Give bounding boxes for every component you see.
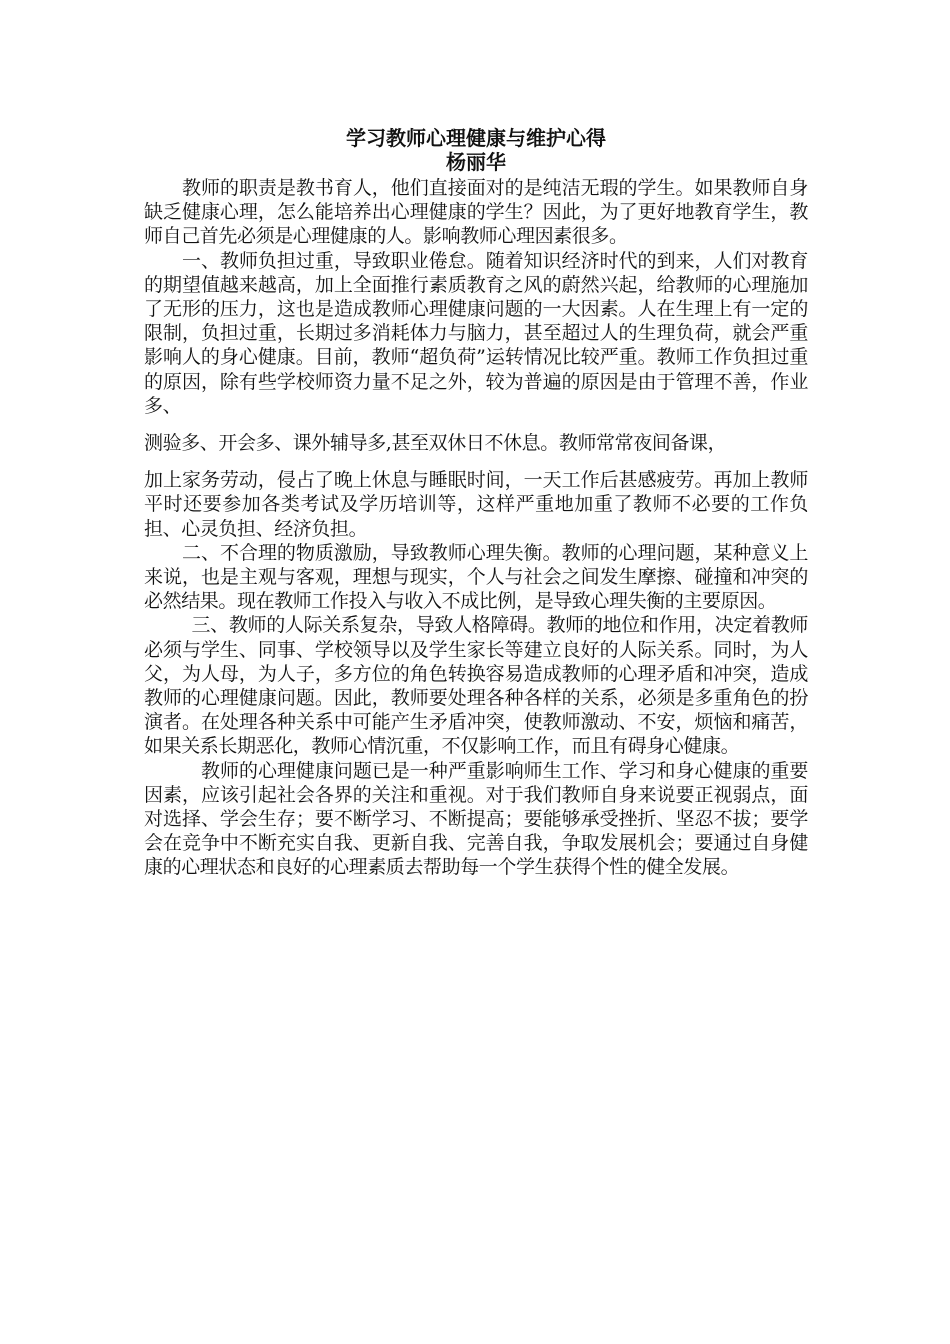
author-name: 杨丽华 <box>446 150 506 174</box>
document-body <box>144 126 808 880</box>
paragraph-point-two: 二、不合理的物质激励，导致教师心理失衡。教师的心理问题，某种意义上来说，也是主观与客观，理想与现实，个人与社会之间发生摩擦、碰撞和冲突的必然结果。现在教师工作投入与收入不成比例，是导致心理失衡的主要原因。 <box>144 541 808 613</box>
document-title: 学习教师心理健康与维护心得 <box>346 126 606 150</box>
paragraph-conclusion: 教师的心理健康问题已是一种严重影响师生工作、学习和身心健康的重要因素，应该引起社会各界的关注和重视。对于我们教师自身来说要正视弱点，面对选择、学会生存；要不断学习、不断提高；要能够承受挫折、坚忍不拔；要学会在竞争中不断充实自我、更新自我、完善自我，争取发展机会；要通过自身健康的心理状态和良好的心理素质去帮助每一个学生获得个性的健全发展。 <box>144 759 808 879</box>
spacing <box>144 455 808 468</box>
paragraph-point-three: 三、教师的人际关系复杂，导致人格障碍。教师的地位和作用，决定着教师必须与学生、同事、学校领导以及学生家长等建立良好的人际关系。同时，为人父，为人母，为人子，多方位的角色转换容易造成教师的心理矛盾和冲突，造成教师的心理健康问题。因此，教师要处理各种各样的关系，必须是多重角色的扮演者。在处理各种关系中可能产生矛盾冲突，使教师激动、不安，烦恼和痛苦，如果关系长期恶化，教师心情沉重，不仅影响工作，而且有碍身心健康。 <box>144 614 808 758</box>
paragraph-intro: 教师的职责是教书育人，他们直接面对的是纯洁无瑕的学生。如果教师自身缺乏健康心理，怎么能培养出心理健康的学生？因此，为了更好地教育学生，教师自己首先必须是心理健康的人。影响教师心理因素很多。 <box>144 177 808 248</box>
spacing <box>144 418 808 431</box>
paragraph-point-one-continued: 测验多、开会多、课外辅导多,甚至双休日不休息。教师常常夜间备课， <box>144 432 727 455</box>
paragraph-point-one-end: 加上家务劳动，侵占了晚上休息与睡眠时间，一天工作后甚感疲劳。再加上教师平时还要参加各类考试及学历培训等，这样严重地加重了教师不必要的工作负担、心灵负担、经济负担。 <box>144 469 808 540</box>
paragraph-point-one: 一、教师负担过重，导致职业倦怠。随着知识经济时代的到来，人们对教育的期望值越来越高，加上全面推行素质教育之风的蔚然兴起，给教师的心理施加了无形的压力，这也是造成教师心理健康问题的一大因素。人在生理上有一定的限制，负担过重，长期过多消耗体力与脑力，甚至超过人的生理负荷，就会严重影响人的身心健康。目前，教师“超负荷”运转情况比较严重。教师工作负担过重的原因，除有些学校师资力量不足之外，较为普遍的原因是由于管理不善，作业多、 <box>144 249 808 417</box>
